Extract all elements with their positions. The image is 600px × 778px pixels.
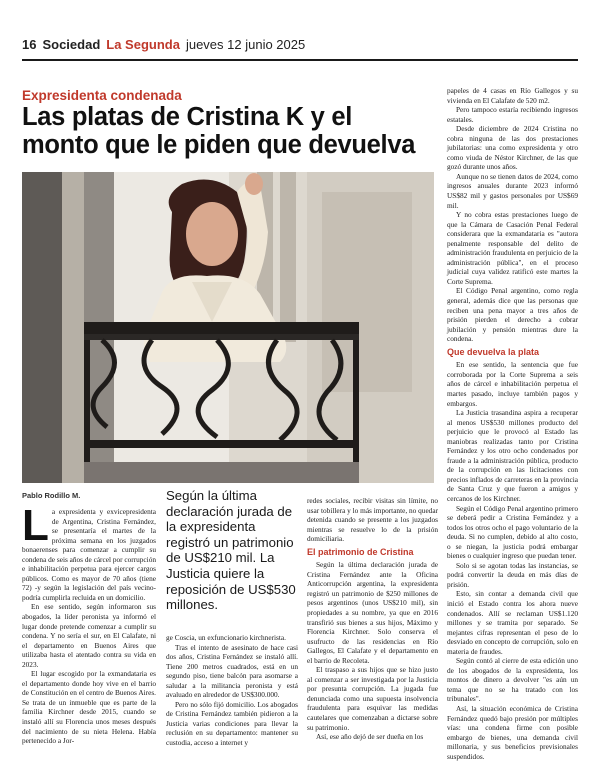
paragraph: redes sociales, recibir visitas sin límite, no usar tobillera y lo más importante, no quedar detenida cuando se presente a los juzgados mientras se resuelve lo de la prisión domiciliaria. [307,496,438,544]
page-header [22,37,578,55]
paragraph: El lugar escogido por la exmandataria es el departamento donde hoy vive en el barrio de Constitución en el centro de Buenos Aires. Se trata de un inmueble que es parte de la familia Kirchner desde 2015, cuando se instaló allí su Florencia unos meses después del nacimiento de su nieta Helena. Había pertenecido a Jor- [22,669,156,746]
subheading-devuelva: Que devuelva la plata [447,346,540,357]
paragraph: Según contó al cierre de esta edición uno de los abogados de la expresidenta, los montos de dinero a devolver "es aún un tema que no se ha tratado con los tribunales". [447,656,578,704]
article-column-2 [166,633,298,748]
page-number: 16 [22,37,37,52]
header-rule [22,59,578,61]
paragraph: Tras el intento de asesinato de hace casi dos años, Cristina Fernández se instaló allí. Tiene 200 metros cuadrados, está en un segundo piso, tiene balcón para asomarse a saludar a la militancia peronista y está avaluado en alrededor de US$300.000. [166,642,298,700]
article-column-4 [447,86,578,761]
paragraph: El Código Penal argentino, como regla general, además dice que las personas que reciben una pena mayor a tres años de prisión pierden el derecho a cobrar jubilación y pensión mientras dure la condena. [447,286,578,344]
paragraph: Pero tampoco estaría recibiendo ingresos estatales. [447,105,578,124]
article-column-1 [22,501,156,746]
subheading-patrimonio: El patrimonio de Cristina [307,546,414,557]
photo-illustration [22,172,434,483]
article-column-3 [307,496,438,742]
paragraph: Así, la situación económica de Cristina Fernández quedó bajo presión por múltiples vías: una condena firme con posible embargo de bienes, una demanda civil millonaria, y sus beneficios previsionales suspendidos. [447,704,578,761]
paragraph: En ese sentido, según informaron sus abogados, la líder peronista ya informó el lugar donde pretende comenzar a cumplir su condena. Y no sería el sur, en El Calafate, ni el departamento en Buenos Aires que utilizaba hasta el atentado contra su vida en 2023. [22,602,156,669]
paragraph: Aunque no se tienen datos de 2024, como ingresos anuales durante 2023 informó US$82 mil y gastos personales por US$69 mil. [447,171,578,210]
paragraph: Esto, sin contar a demanda civil que inició el Estado contra los ahora nueve condenados. Allí se reclaman US$1.120 millones y se tramita por separado. Se mejantes cifras representan el peso de lo desviado en concepto de corrupción, solo en materia de fraudes. [447,589,578,656]
paragraph: El traspaso a sus hijos que se hizo justo al comenzar a ser investigada por la Justicia por presunta corrupción. La jugada fue denunciada como una supuesta insolvencia fraudulenta para esquivar las medidas cautelares que comenzaban a dictarse sobre su patrimonio. [307,665,438,732]
paragraph: Según la última declaración jurada de Cristina Fernández ante la Oficina Anticorrupción argentina, la expresidenta registró un patrimonio de $250 millones de pesos argentinos (unos US$210 mil), sin propiedades a su nombre, ya que en 2016 transfirió sus bienes a sus hijos, Máximo y Florencia Kirchner. Solo conserva el usufructo de las residencias en Río Gallegos, El Calafate y el departamento en el barrio de Recoleta. [307,560,438,665]
paragraph: papeles de 4 casas en Río Gallegos y su vivienda en El Calafate de 520 m2. [447,86,578,105]
issue-date: jueves 12 junio 2025 [185,37,306,52]
paragraph: Pero no sólo fijó domicilio. Los abogados de Cristina Fernández también pidieron a la Justicia varias condiciones para llevar la reclusión en su departamento: mantener su custodia, acceso a internet y [166,699,298,748]
paragraph: ge Coscia, un exfuncionario kirchnerista. [166,633,286,642]
lead-paragraph: La expresidenta y exvicepresidenta de Argentina, Cristina Fernández, se presentaría el martes de la próxima semana en los juzgados bonaerenses para comenzar a cumplir su condena de seis años de cárcel por corrupción e inhabilitación perpetua para ejercer cargos públicos. Como es mayor de 70 años (tiene 72) -y según la legislación del país vecino- podría cumplirla recluida en un domicilio. [22,501,156,602]
paragraph: Y no cobra estas prestaciones luego de que la Cámara de Casación Penal Federal considerara que la exmandataria es "autora penalmente responsable del delito de administración fraudulenta en perjuicio de la administración pública", en el proceso judicial cuya validez ratificó este martes la Corte Suprema. [447,210,578,286]
paragraph: Así, ese año dejó de ser dueña en los [316,732,424,742]
paragraph: En ese sentido, la sentencia que fue corroborada por la Corte Suprema a seis años de cárcel e inhabilitación perpetua el martes pasado, incluye también pagos y embargos. [447,360,578,408]
newspaper-name: La Segunda [106,37,180,52]
photo-credit: Pablo Rodillo M. [22,491,81,500]
paragraph: Según el Código Penal argentino primero se deberá pedir a Cristina Fernández y a todos los otros ocho el pago voluntario de la deuda. Si no cumplen, debido al alto costo, o se niegan, la justicia podrá embargar bienes o cualquier ingreso que puedan tener. [447,503,578,561]
pull-quote: Según la última declaración jurada de la expresidenta registró un patrimonio de US$210 mil. La Justicia quiere la reposición de US$530 millones. [166,488,296,613]
paragraph: La Justicia trasandina aspira a recuperar al menos US$530 millones producto del perjuicio que le provocó al Estado las maniobras realizadas tanto por Cristina Fernández y los otro ocho condenados por fraude a la administración pública, producto de la corrupción en las licitaciones con precios inflados de carreteras en la provincia de Santa Cruz y que fueron a amigos y cercanos de los Kirchner. [447,408,578,503]
paragraph: Solo si se agotan todas las instancias, se podrá convertir la deuda en más días de prisión. [447,560,578,589]
article-headline: Las platas de Cristina K y el monto que le piden que devuelva [22,103,416,159]
article-kicker: Expresidenta condenada [22,88,182,103]
paragraph: Desde diciembre de 2024 Cristina no cobra ninguna de las dos prestaciones jubilatorias: una como expresidenta y otro como viuda de Néstor Kirchner, de las que gozó durante unos años. [447,124,578,172]
article-photo [22,172,434,483]
section-name: Sociedad [42,37,101,52]
drop-cap: L [22,501,49,550]
